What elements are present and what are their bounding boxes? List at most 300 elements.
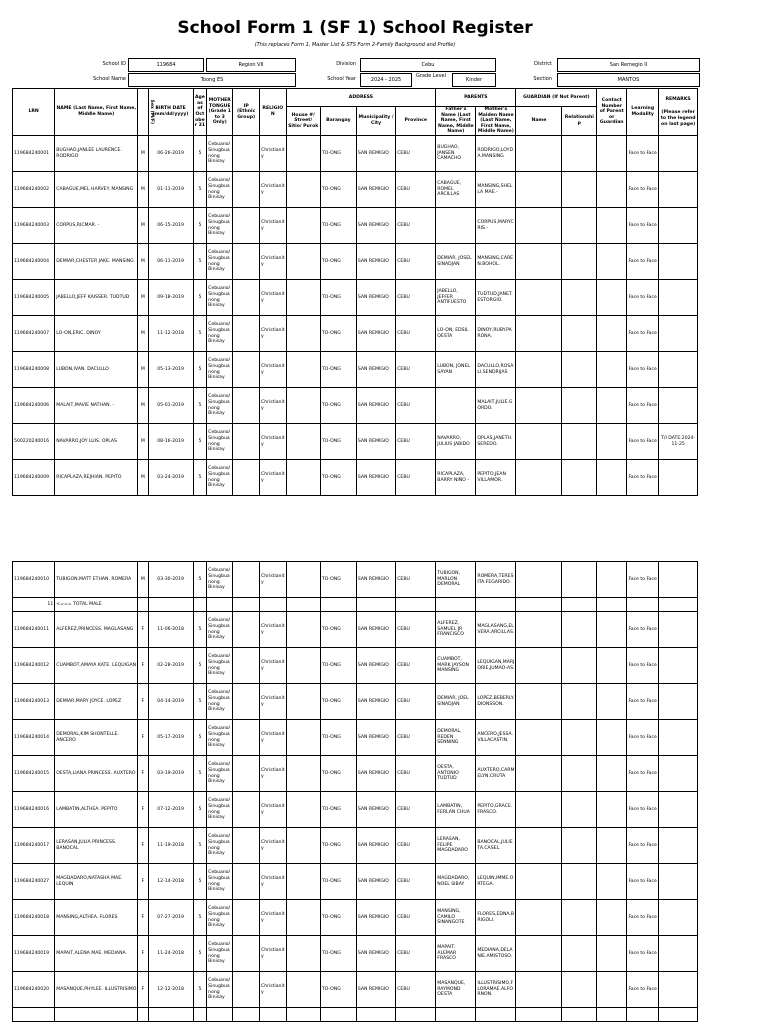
- table-row: [13, 792, 698, 828]
- age-cell: 5: [193, 972, 206, 1008]
- birth-date-cell: 04-14-2019: [148, 684, 193, 720]
- modality-cell: Face to Face: [627, 280, 659, 316]
- father-cell: ALFEREZ, SAMUEL JR FRANCISCO: [436, 612, 476, 648]
- mother-cell: MAGLASANG,ELVERA.ARCILLAS.: [476, 612, 516, 648]
- lrn-cell: [13, 1008, 55, 1022]
- remarks-cell: [659, 136, 698, 172]
- birth-date-cell: 11-24-2018: [148, 936, 193, 972]
- modality-cell: Face to Face: [627, 936, 659, 972]
- sex-cell: F: [138, 828, 148, 864]
- mother-cell: BANOCAL,JULIETA.CASEL.: [476, 828, 516, 864]
- remarks-cell: [659, 972, 698, 1008]
- school-year-value: 2024 - 2025: [360, 73, 412, 87]
- age-cell: [193, 1008, 206, 1022]
- barangay-cell: TO-ONG: [320, 388, 356, 424]
- header-ip: IP (Ethnic Group): [233, 89, 260, 136]
- age-cell: 5: [193, 388, 206, 424]
- province-cell: CEBU: [396, 720, 436, 756]
- contact-cell: [597, 136, 627, 172]
- header-lrn: LRN: [13, 89, 55, 136]
- lrn-cell: 500220240016: [13, 424, 55, 460]
- ip-cell: [233, 972, 260, 1008]
- relationship-cell: [562, 612, 597, 648]
- table-row: [13, 972, 698, 1008]
- remarks-cell: [659, 648, 698, 684]
- sex-cell: F: [138, 720, 148, 756]
- house-cell: [286, 1008, 320, 1022]
- grade-level-value: Kinder: [452, 73, 496, 87]
- modality-cell: Face to Face: [627, 244, 659, 280]
- religion-cell: Christianity: [259, 424, 286, 460]
- religion-cell: Christianity: [259, 972, 286, 1008]
- table-row: [13, 720, 698, 756]
- father-cell: CUAMBOT, MARK JAYSON MANSING: [436, 648, 476, 684]
- name-cell: MAGDADARO,NATASHA MAE. LEQUIN: [55, 864, 138, 900]
- birth-date-cell: 09-18-2019: [148, 280, 193, 316]
- name-cell: DEMIAR,MARY JOYCE. LOPEZ: [55, 684, 138, 720]
- relationship-cell: [562, 648, 597, 684]
- religion-cell: Christianity: [259, 684, 286, 720]
- relationship-cell: [562, 424, 597, 460]
- table-row: [13, 756, 698, 792]
- guardian-name-cell: [516, 316, 562, 352]
- mother-tongue-cell: Cebuano/ Sinugbuanong Binisay: [207, 828, 233, 864]
- header-municipality: Municipality / City: [356, 107, 395, 136]
- mother-cell: LOPEZ,BEBERLY.DIONSSON.: [476, 684, 516, 720]
- birth-date-cell: 06-15-2019: [148, 208, 193, 244]
- municipality-cell: SAN REMIGIO: [356, 460, 395, 496]
- guardian-name-cell: [516, 388, 562, 424]
- lrn-cell: 119684240020: [13, 972, 55, 1008]
- barangay-cell: TO-ONG: [320, 316, 356, 352]
- table-row: [13, 684, 698, 720]
- header-mother-tongue: MOTHER TONGUE (Grade 1 to 3 Only): [207, 89, 233, 136]
- ip-cell: [233, 900, 260, 936]
- lrn-cell: 119684240014: [13, 720, 55, 756]
- province-cell: CEBU: [396, 352, 436, 388]
- mother-cell: LEQUIN,IMME.ORTEGA.: [476, 864, 516, 900]
- relationship-cell: [562, 562, 597, 598]
- modality-cell: Face to Face: [627, 756, 659, 792]
- mother-cell: PEPITO,JEAN VILLAMOR.: [476, 460, 516, 496]
- remarks-cell: [659, 244, 698, 280]
- age-cell: 5: [193, 756, 206, 792]
- barangay-cell: [320, 1008, 356, 1022]
- modality-cell: Face to Face: [627, 792, 659, 828]
- mother-cell: PEPITO,GRACE.FRASCO.: [476, 792, 516, 828]
- contact-cell: [597, 352, 627, 388]
- municipality-cell: SAN REMIGIO: [356, 208, 395, 244]
- header-remarks-title: REMARKS: [665, 96, 691, 102]
- house-cell: [286, 792, 320, 828]
- house-cell: [286, 936, 320, 972]
- municipality-cell: SAN REMIGIO: [356, 720, 395, 756]
- school-year-label: School Year: [327, 76, 356, 82]
- contact-cell: [597, 208, 627, 244]
- birth-date-cell: 03-19-2019: [148, 756, 193, 792]
- lrn-cell: 119684240002: [13, 172, 55, 208]
- birth-date-cell: 05-13-2019: [148, 352, 193, 388]
- birth-date-cell: 05-01-2019: [148, 388, 193, 424]
- lrn-cell: 119684240011: [13, 612, 55, 648]
- relationship-cell: [562, 684, 597, 720]
- religion-cell: Christianity: [259, 648, 286, 684]
- guardian-name-cell: [516, 424, 562, 460]
- remarks-cell: [659, 352, 698, 388]
- province-cell: CEBU: [396, 900, 436, 936]
- religion-cell: Christianity: [259, 352, 286, 388]
- guardian-name-cell: [516, 1008, 562, 1022]
- ip-cell: [233, 756, 260, 792]
- birth-date-cell: 02-28-2019: [148, 648, 193, 684]
- header-mother: Mother's Maiden Name (Last Name, First Name, Middle Name): [476, 107, 516, 136]
- province-cell: CEBU: [396, 562, 436, 598]
- form-subtitle: (This replaces Form 1, Master List & STS Form 2-Family Background and Profile): [254, 42, 456, 48]
- house-cell: [286, 388, 320, 424]
- header-sex: [138, 89, 155, 136]
- table-row: [13, 612, 698, 648]
- modality-cell: Face to Face: [627, 316, 659, 352]
- relationship-cell: [562, 280, 597, 316]
- mother-tongue-cell: Cebuano/ Sinugbuanong Binisay: [207, 208, 233, 244]
- grade-level-label: Grade Level: [415, 73, 447, 79]
- house-cell: [286, 424, 320, 460]
- province-cell: CEBU: [396, 792, 436, 828]
- barangay-cell: TO-ONG: [320, 460, 356, 496]
- sex-cell: F: [138, 936, 148, 972]
- sex-cell: M: [138, 562, 148, 598]
- guardian-name-cell: [516, 172, 562, 208]
- remarks-cell: T/I DATE:2024-11-25: [659, 424, 698, 460]
- remarks-cell: [659, 280, 698, 316]
- modality-cell: Face to Face: [627, 720, 659, 756]
- house-cell: [286, 612, 320, 648]
- remarks-cell: [659, 460, 698, 496]
- sex-cell: F: [138, 900, 148, 936]
- father-cell: LUBON, JONEL SAYAN: [436, 352, 476, 388]
- remarks-cell: [659, 828, 698, 864]
- house-cell: [286, 828, 320, 864]
- relationship-cell: [562, 316, 597, 352]
- mother-tongue-cell: Cebuano/ Sinugbuanong Binisay: [207, 424, 233, 460]
- mother-tongue-cell: Cebuano/ Sinugbuanong Binisay: [207, 316, 233, 352]
- barangay-cell: TO-ONG: [320, 562, 356, 598]
- birth-date-cell: 11-12-2018: [148, 316, 193, 352]
- sex-cell: M: [138, 136, 148, 172]
- province-cell: CEBU: [396, 280, 436, 316]
- birth-date-cell: 12-14-2018: [148, 864, 193, 900]
- total-male-count: 11: [13, 598, 55, 612]
- table-row: [13, 208, 698, 244]
- province-cell: CEBU: [396, 936, 436, 972]
- religion-cell: Christianity: [259, 316, 286, 352]
- house-cell: [286, 562, 320, 598]
- municipality-cell: SAN REMIGIO: [356, 562, 395, 598]
- name-cell: RICAPLAZA,REJHIAN. PEPITO: [55, 460, 138, 496]
- contact-cell: [597, 936, 627, 972]
- religion-cell: Christianity: [259, 828, 286, 864]
- guardian-name-cell: [516, 936, 562, 972]
- division-label: Division: [336, 61, 356, 67]
- contact-cell: [597, 280, 627, 316]
- father-cell: JABELLO, JEFFER ANTIFUESTO: [436, 280, 476, 316]
- sex-cell: M: [138, 208, 148, 244]
- age-cell: 5: [193, 352, 206, 388]
- sex-cell: F: [138, 792, 148, 828]
- age-cell: 5: [193, 684, 206, 720]
- name-cell: CABAGUE,MEL HARVEY. MANSING: [55, 172, 138, 208]
- school-info: [0, 0, 768, 90]
- header-guardian: GUARDIAN (If Not Parent): [516, 89, 597, 107]
- relationship-cell: [562, 972, 597, 1008]
- municipality-cell: SAN REMIGIO: [356, 792, 395, 828]
- relationship-cell: [562, 244, 597, 280]
- contact-cell: [597, 900, 627, 936]
- ip-cell: [233, 460, 260, 496]
- register-table-page2: [12, 561, 698, 1022]
- ip-cell: [233, 424, 260, 460]
- province-cell: CEBU: [396, 424, 436, 460]
- relationship-cell: [562, 756, 597, 792]
- sex-cell: M: [138, 280, 148, 316]
- table-row: [13, 900, 698, 936]
- guardian-name-cell: [516, 136, 562, 172]
- sex-cell: F: [138, 864, 148, 900]
- father-cell: [436, 1008, 476, 1022]
- school-id-label: School ID: [102, 61, 126, 67]
- modality-cell: Face to Face: [627, 136, 659, 172]
- ip-cell: [233, 208, 260, 244]
- name-cell: OESTA,LIANA PRINCESS. AUXTERO: [55, 756, 138, 792]
- ip-cell: [233, 792, 260, 828]
- relationship-cell: [562, 864, 597, 900]
- sex-cell: M: [138, 316, 148, 352]
- header-contact: Contact Number of Parent or Guardian: [597, 89, 627, 136]
- municipality-cell: SAN REMIGIO: [356, 684, 395, 720]
- age-cell: 5: [193, 936, 206, 972]
- ip-cell: [233, 172, 260, 208]
- barangay-cell: TO-ONG: [320, 936, 356, 972]
- sex-cell: M: [138, 352, 148, 388]
- province-cell: CEBU: [396, 388, 436, 424]
- school-name-value: Toong ES: [128, 73, 296, 87]
- age-cell: 5: [193, 864, 206, 900]
- table-row: [13, 136, 698, 172]
- relationship-cell: [562, 720, 597, 756]
- table-row: [13, 1008, 698, 1022]
- table-row: [13, 316, 698, 352]
- municipality-cell: [356, 1008, 395, 1022]
- header-name: NAME (Last Name, First Name, Middle Name): [55, 89, 138, 136]
- mother-tongue-cell: Cebuano/ Sinugbuanong Binisay: [207, 648, 233, 684]
- barangay-cell: TO-ONG: [320, 612, 356, 648]
- lrn-cell: 119684240004: [13, 244, 55, 280]
- lrn-cell: 119684240015: [13, 756, 55, 792]
- municipality-cell: SAN REMIGIO: [356, 864, 395, 900]
- name-cell: NAVARRO,JOY LUIS. OPLAS: [55, 424, 138, 460]
- religion-cell: Christianity: [259, 720, 286, 756]
- guardian-name-cell: [516, 648, 562, 684]
- sex-cell: F: [138, 756, 148, 792]
- modality-cell: Face to Face: [627, 172, 659, 208]
- ip-cell: [233, 244, 260, 280]
- modality-cell: Face to Face: [627, 864, 659, 900]
- contact-cell: [597, 612, 627, 648]
- barangay-cell: TO-ONG: [320, 972, 356, 1008]
- house-cell: [286, 900, 320, 936]
- remarks-cell: [659, 388, 698, 424]
- remarks-cell: [659, 208, 698, 244]
- name-cell: BUGHAO,JANLEE LAURENCE. RODRIGO: [55, 136, 138, 172]
- guardian-name-cell: [516, 792, 562, 828]
- relationship-cell: [562, 208, 597, 244]
- father-cell: LO-ON, EDSIL OESTA: [436, 316, 476, 352]
- name-cell: DEMORAL,KIM SHONTELLE. ANCERO: [55, 720, 138, 756]
- remarks-cell: [659, 756, 698, 792]
- guardian-name-cell: [516, 756, 562, 792]
- municipality-cell: SAN REMIGIO: [356, 352, 395, 388]
- religion-cell: Christianity: [259, 936, 286, 972]
- remarks-cell: [659, 936, 698, 972]
- remarks-cell: [659, 792, 698, 828]
- mother-cell: ILLUSTRISIMO,FLORAMAE.ALFORNON.: [476, 972, 516, 1008]
- age-cell: 5: [193, 648, 206, 684]
- ip-cell: [233, 864, 260, 900]
- religion-cell: Christianity: [259, 900, 286, 936]
- total-male-label: <=== TOTAL MALE: [55, 598, 138, 612]
- header-province: Province: [396, 107, 436, 136]
- father-cell: MAGDADARO, NOEL SIBAY: [436, 864, 476, 900]
- modality-cell: Face to Face: [627, 648, 659, 684]
- mother-cell: AUXTERO,CARMELYN.CRUTA: [476, 756, 516, 792]
- birth-date-cell: 06-26-2019: [148, 136, 193, 172]
- ip-cell: [233, 684, 260, 720]
- province-cell: CEBU: [396, 756, 436, 792]
- modality-cell: [627, 1008, 659, 1022]
- municipality-cell: SAN REMIGIO: [356, 900, 395, 936]
- remarks-cell: [659, 864, 698, 900]
- name-cell: LERASAN,JULIA PRINCESS. BANOCAL: [55, 828, 138, 864]
- contact-cell: [597, 756, 627, 792]
- sex-cell: M: [138, 172, 148, 208]
- modality-cell: Face to Face: [627, 612, 659, 648]
- municipality-cell: SAN REMIGIO: [356, 172, 395, 208]
- relationship-cell: [562, 388, 597, 424]
- age-cell: 5: [193, 208, 206, 244]
- section-value: MANTOS: [557, 73, 700, 87]
- age-cell: 5: [193, 792, 206, 828]
- mother-cell: MEDIANA,DELANIE.AMISTOSO.: [476, 936, 516, 972]
- table-row: [13, 352, 698, 388]
- age-cell: 5: [193, 316, 206, 352]
- remarks-cell: [659, 1008, 698, 1022]
- municipality-cell: SAN REMIGIO: [356, 648, 395, 684]
- ip-cell: [233, 936, 260, 972]
- school-id-value: 119684: [128, 58, 204, 72]
- religion-cell: [259, 1008, 286, 1022]
- name-cell: TUBIGON,MATT ETHAN. ROMERA: [55, 562, 138, 598]
- name-cell: MAPAIT,ALENA MAE. MEDIANA: [55, 936, 138, 972]
- header-barangay: Barangay: [320, 107, 356, 136]
- sex-cell: F: [138, 972, 148, 1008]
- barangay-cell: TO-ONG: [320, 280, 356, 316]
- contact-cell: [597, 460, 627, 496]
- age-cell: 5: [193, 562, 206, 598]
- barangay-cell: TO-ONG: [320, 648, 356, 684]
- lrn-cell: 119684240008: [13, 352, 55, 388]
- mother-tongue-cell: Cebuano/ Sinugbuanong Binisay: [207, 720, 233, 756]
- mother-tongue-cell: Cebuano/ Sinugbuanong Binisay: [207, 562, 233, 598]
- lrn-cell: 119684240006: [13, 388, 55, 424]
- guardian-name-cell: [516, 562, 562, 598]
- birth-date-cell: 12-12-2018: [148, 972, 193, 1008]
- sex-cell: M: [138, 244, 148, 280]
- lrn-cell: 119684240005: [13, 280, 55, 316]
- religion-cell: Christianity: [259, 460, 286, 496]
- mother-cell: ANCERO,JESSA.VILLACASTIN.: [476, 720, 516, 756]
- house-cell: [286, 136, 320, 172]
- district-value: San Remegio II: [557, 58, 700, 72]
- mother-tongue-cell: Cebuano/ Sinugbuanong Binisay: [207, 280, 233, 316]
- header-father: Father's Name (Last Name, First Name, Middle Name): [436, 107, 476, 136]
- name-cell: LAMBATIN,ALTHEA. PEPITO: [55, 792, 138, 828]
- header-sex-text: Sex (M/F): [149, 99, 155, 125]
- modality-cell: Face to Face: [627, 900, 659, 936]
- barangay-cell: TO-ONG: [320, 352, 356, 388]
- barangay-cell: TO-ONG: [320, 756, 356, 792]
- barangay-cell: TO-ONG: [320, 900, 356, 936]
- barangay-cell: TO-ONG: [320, 792, 356, 828]
- header-modality: Learning Modality: [627, 89, 659, 136]
- ip-cell: [233, 316, 260, 352]
- birth-date-cell: 01-11-2019: [148, 172, 193, 208]
- mother-tongue-cell: Cebuano/ Sinugbuanong Binisay: [207, 756, 233, 792]
- age-cell: 5: [193, 612, 206, 648]
- contact-cell: [597, 972, 627, 1008]
- contact-cell: [597, 244, 627, 280]
- contact-cell: [597, 562, 627, 598]
- lrn-cell: 119684240010: [13, 562, 55, 598]
- name-cell: CORPUS,RICMAR. -: [55, 208, 138, 244]
- age-cell: 5: [193, 424, 206, 460]
- guardian-name-cell: [516, 352, 562, 388]
- lrn-cell: 119684240007: [13, 316, 55, 352]
- mother-cell: CORPUS,MARYCRIS.-: [476, 208, 516, 244]
- mother-tongue-cell: Cebuano/ Sinugbuanong Binisay: [207, 612, 233, 648]
- father-cell: NAVARRO, JULIUS JABIDO: [436, 424, 476, 460]
- age-cell: 5: [193, 280, 206, 316]
- age-cell: 5: [193, 460, 206, 496]
- modality-cell: Face to Face: [627, 460, 659, 496]
- contact-cell: [597, 424, 627, 460]
- province-cell: CEBU: [396, 864, 436, 900]
- ip-cell: [233, 720, 260, 756]
- register-table-page1: [12, 88, 698, 496]
- contact-cell: [597, 720, 627, 756]
- header-address: ADDRESS: [286, 89, 436, 107]
- table-row: [13, 460, 698, 496]
- table-row: [13, 864, 698, 900]
- contact-cell: [597, 172, 627, 208]
- modality-cell: Face to Face: [627, 684, 659, 720]
- birth-date-cell: 06-11-2019: [148, 244, 193, 280]
- house-cell: [286, 720, 320, 756]
- province-cell: CEBU: [396, 172, 436, 208]
- house-cell: [286, 244, 320, 280]
- division-value: Cebu: [360, 58, 496, 72]
- form-title: School Form 1 (SF 1) School Register: [177, 18, 533, 38]
- guardian-name-cell: [516, 612, 562, 648]
